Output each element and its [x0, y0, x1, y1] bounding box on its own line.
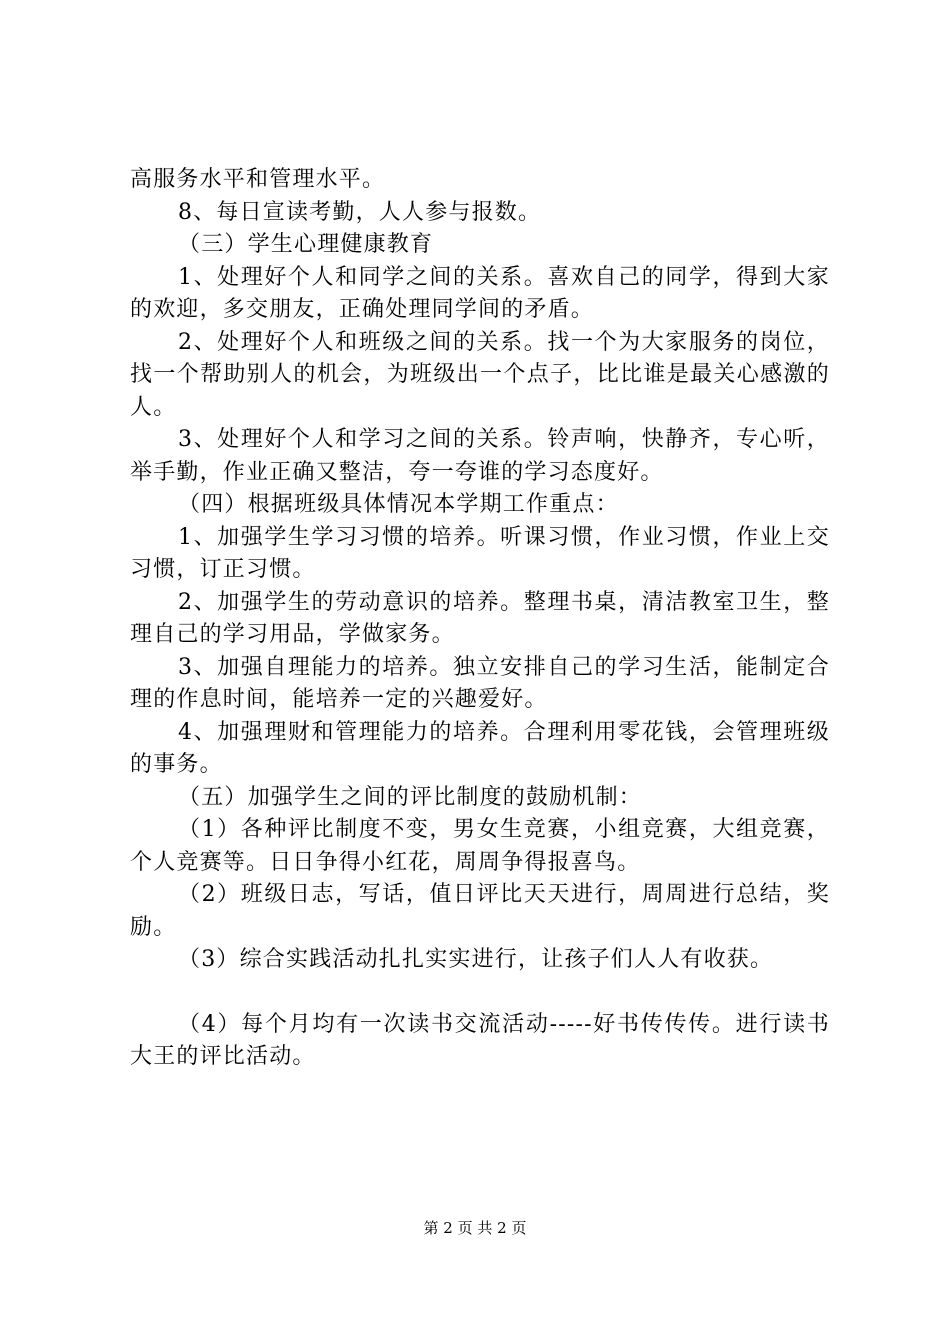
section-heading-5: （五）加强学生之间的评比制度的鼓励机制：	[178, 784, 643, 810]
paragraph-5-2: （2）班级日志，写话，值日评比天天进行，周周进行总结，奖励。	[130, 882, 830, 940]
section-heading-4: （四）根据班级具体情况本学期工作重点：	[178, 492, 619, 517]
paragraph-4-2: 2、加强学生的劳动意识的培养。整理书桌，清洁教室卫生，整理自己的学习用品，学做家务。	[130, 589, 830, 647]
paragraph-continuation: 高服务水平和管理水平。	[130, 167, 386, 192]
paragraph-item-8: 8、每日宣读考勤，人人参与报数。	[178, 199, 542, 225]
paragraph-4-3: 3、加强自理能力的培养。独立安排自己的学习生活，能制定合理的作息时间，能培养一定的兴趣爱好。	[130, 654, 830, 712]
paragraph-5-4: （4）每个月均有一次读书交流活动-----好书传传传。进行读书大王的评比活动。	[130, 1011, 830, 1069]
paragraph-5-1: （1）各种评比制度不变，男女生竞赛，小组竞赛，大组竞赛，个人竞赛等。日日争得小红花，周周争得报喜鸟。	[130, 817, 830, 875]
paragraph-3-3: 3、处理好个人和学习之间的关系。铃声响，快静齐，专心听，举手勤，作业正确又整洁，夸一夸谁的学习态度好。	[130, 427, 830, 485]
section-heading-3: （三）学生心理健康教育	[178, 232, 434, 257]
paragraph-4-4: 4、加强理财和管理能力的培养。合理利用零花钱，会管理班级的事务。	[130, 719, 830, 777]
paragraph-3-2: 2、处理好个人和班级之间的关系。找一个为大家服务的岗位，找一个帮助别人的机会，为班级出一个点子，比比谁是最关心感激的人。	[130, 329, 830, 420]
paragraph-5-3: （3）综合实践活动扎扎实实进行，让孩子们人人有收获。	[178, 947, 774, 972]
page-number-footer: 第 2 页 共 2 页	[423, 1219, 527, 1237]
paragraph-4-1: 1、加强学生学习习惯的培养。听课习惯，作业习惯，作业上交习惯，订正习惯。	[130, 524, 830, 582]
paragraph-3-1: 1、处理好个人和同学之间的关系。喜欢自己的同学，得到大家的欢迎，多交朋友，正确处理同学间的矛盾。	[130, 264, 830, 322]
document-body	[130, 164, 830, 1074]
